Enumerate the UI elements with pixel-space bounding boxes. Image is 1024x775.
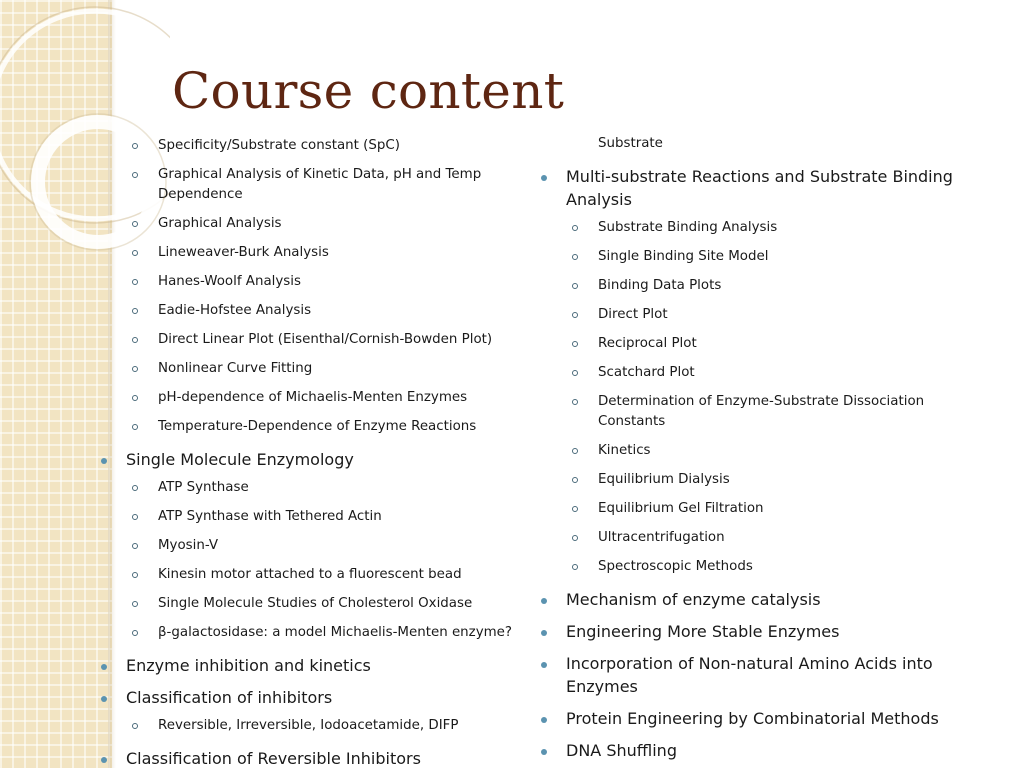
bullet-text: Binding Data Plots <box>598 278 722 293</box>
bullet-item <box>96 650 526 682</box>
bullet-dot-icon <box>101 664 107 670</box>
bullet-dot-icon <box>541 598 547 604</box>
bullet-dot-icon <box>101 458 107 464</box>
bullet-text: Substrate Binding Analysis <box>598 220 778 235</box>
bullet-text: ATP Synthase <box>158 480 249 495</box>
bullet-text: Engineering More Stable Enzymes <box>566 622 840 641</box>
bullet-ring-icon <box>132 172 138 178</box>
sub-bullet-item <box>536 555 966 584</box>
bullet-text: Graphical Analysis of Kinetic Data, pH and Temp Dependence <box>158 167 482 202</box>
bullet-text: pH-dependence of Michaelis-Menten Enzymes <box>158 390 468 405</box>
bullet-dot-icon <box>541 749 547 755</box>
sub-bullet-item <box>96 563 526 592</box>
sub-bullet-item <box>96 212 526 241</box>
bullet-text: Direct Linear Plot (Eisenthal/Cornish-Bowden Plot) <box>158 332 493 347</box>
bullet-ring-icon <box>572 341 578 347</box>
bullet-text: Equilibrium Gel Filtration <box>598 501 764 516</box>
sub-bullet-item <box>96 241 526 270</box>
sub-bullet-item <box>536 526 966 555</box>
bullet-ring-icon <box>132 424 138 430</box>
bullet-text: Spectroscopic Methods <box>598 559 753 574</box>
bullet-ring-icon <box>572 399 578 405</box>
sub-bullet-item <box>536 245 966 274</box>
bullet-dot-icon <box>541 662 547 668</box>
bullet-ring-icon <box>572 535 578 541</box>
bullet-item <box>536 616 966 648</box>
sub-bullet-item <box>96 270 526 299</box>
bullet-ring-icon <box>572 370 578 376</box>
bullet-text: Kinesin motor attached to a fluorescent bead <box>158 567 462 582</box>
sub-bullet-item <box>536 332 966 361</box>
sub-bullet-item <box>536 468 966 497</box>
bullet-text: Reversible, Irreversible, Iodoacetamide, DIFP <box>158 718 459 733</box>
bullet-ring-icon <box>132 221 138 227</box>
sub-bullet-item <box>96 357 526 386</box>
bullet-ring-icon <box>132 308 138 314</box>
sub-bullet-item <box>96 386 526 415</box>
bullet-ring-icon <box>572 283 578 289</box>
bullet-ring-icon <box>132 366 138 372</box>
sub-bullet-item <box>96 163 526 212</box>
bullet-ring-icon <box>132 337 138 343</box>
bullet-item <box>536 584 966 616</box>
bullet-text: Mechanism of enzyme catalysis <box>566 590 821 609</box>
bullet-text: Eadie-Hofstee Analysis <box>158 303 312 318</box>
bullet-text: Direct Plot <box>598 307 668 322</box>
sub-bullet-item <box>96 328 526 357</box>
bullet-text: Scatchard Plot <box>598 365 695 380</box>
bullet-text: Multi-substrate Reactions and Substrate Binding Analysis <box>566 167 953 209</box>
left-content-column <box>96 134 526 775</box>
bullet-dot-icon <box>541 717 547 723</box>
bullet-text: Ultracentrifugation <box>598 530 725 545</box>
bullet-text: DNA Shuffling <box>566 741 677 760</box>
bullet-text: Reciprocal Plot <box>598 336 697 351</box>
bullet-text: Myosin-V <box>158 538 219 553</box>
bullet-dot-icon <box>541 175 547 181</box>
bullet-ring-icon <box>132 143 138 149</box>
bullet-text: Graphical Analysis <box>158 216 282 231</box>
bullet-dot-icon <box>101 757 107 763</box>
bullet-text: Hanes-Woolf Analysis <box>158 274 301 289</box>
sub-bullet-item <box>96 415 526 444</box>
bullet-ring-icon <box>132 514 138 520</box>
bullet-item <box>536 703 966 735</box>
sub-bullet-item <box>536 361 966 390</box>
bullet-text: Incorporation of Non-natural Amino Acids into Enzymes <box>566 654 933 696</box>
bullet-text: Kinetics <box>598 443 651 458</box>
sub-bullet-item <box>96 505 526 534</box>
bullet-ring-icon <box>132 630 138 636</box>
sub-bullet-item <box>536 497 966 526</box>
bullet-item <box>536 648 966 703</box>
sub-bullet-item <box>536 134 966 161</box>
bullet-text: Enzyme inhibition and kinetics <box>126 656 371 675</box>
sub-bullet-item <box>96 134 526 163</box>
bullet-item <box>536 161 966 216</box>
sub-bullet-item <box>96 476 526 505</box>
bullet-text: Single Molecule Studies of Cholesterol Oxidase <box>158 596 473 611</box>
bullet-item <box>96 682 526 714</box>
bullet-text: Determination of Enzyme-Substrate Dissociation Constants <box>598 394 925 429</box>
bullet-text: Equilibrium Dialysis <box>598 472 730 487</box>
bullet-ring-icon <box>132 395 138 401</box>
sub-bullet-item <box>96 534 526 563</box>
bullet-text: ATP Synthase with Tethered Actin <box>158 509 382 524</box>
bullet-text: Substrate <box>598 136 663 151</box>
bullet-item <box>96 444 526 476</box>
sub-bullet-item <box>536 390 966 439</box>
sub-bullet-item <box>96 592 526 621</box>
bullet-item <box>96 743 526 775</box>
slide-title: Course content <box>172 62 565 120</box>
sub-bullet-item <box>536 274 966 303</box>
bullet-text: Specificity/Substrate constant (SpC) <box>158 138 400 153</box>
bullet-ring-icon <box>572 477 578 483</box>
bullet-ring-icon <box>132 543 138 549</box>
bullet-text: Lineweaver-Burk Analysis <box>158 245 329 260</box>
bullet-ring-icon <box>572 254 578 260</box>
bullet-ring-icon <box>132 279 138 285</box>
bullet-text: Single Binding Site Model <box>598 249 769 264</box>
bullet-ring-icon <box>132 250 138 256</box>
bullet-dot-icon <box>101 696 107 702</box>
bullet-ring-icon <box>572 312 578 318</box>
bullet-text: Nonlinear Curve Fitting <box>158 361 313 376</box>
bullet-text: Protein Engineering by Combinatorial Methods <box>566 709 939 728</box>
bullet-dot-icon <box>541 630 547 636</box>
bullet-ring-icon <box>132 601 138 607</box>
bullet-text: Classification of Reversible Inhibitors <box>126 749 421 768</box>
bullet-text: Classification of inhibitors <box>126 688 333 707</box>
bullet-text: Temperature-Dependence of Enzyme Reactions <box>158 419 477 434</box>
bullet-ring-icon <box>572 506 578 512</box>
bullet-ring-icon <box>132 723 138 729</box>
sub-bullet-item <box>536 216 966 245</box>
sub-bullet-item <box>96 299 526 328</box>
sub-bullet-item <box>96 714 526 743</box>
bullet-ring-icon <box>132 485 138 491</box>
sub-bullet-item <box>536 439 966 468</box>
bullet-text: Single Molecule Enzymology <box>126 450 354 469</box>
bullet-ring-icon <box>132 572 138 578</box>
sub-bullet-item <box>536 303 966 332</box>
sub-bullet-item <box>96 621 526 650</box>
bullet-ring-icon <box>572 564 578 570</box>
bullet-ring-icon <box>572 225 578 231</box>
bullet-ring-icon <box>572 448 578 454</box>
bullet-text: β-galactosidase: a model Michaelis-Menten enzyme? <box>158 625 513 640</box>
bullet-item <box>536 735 966 767</box>
right-content-column <box>536 134 966 767</box>
